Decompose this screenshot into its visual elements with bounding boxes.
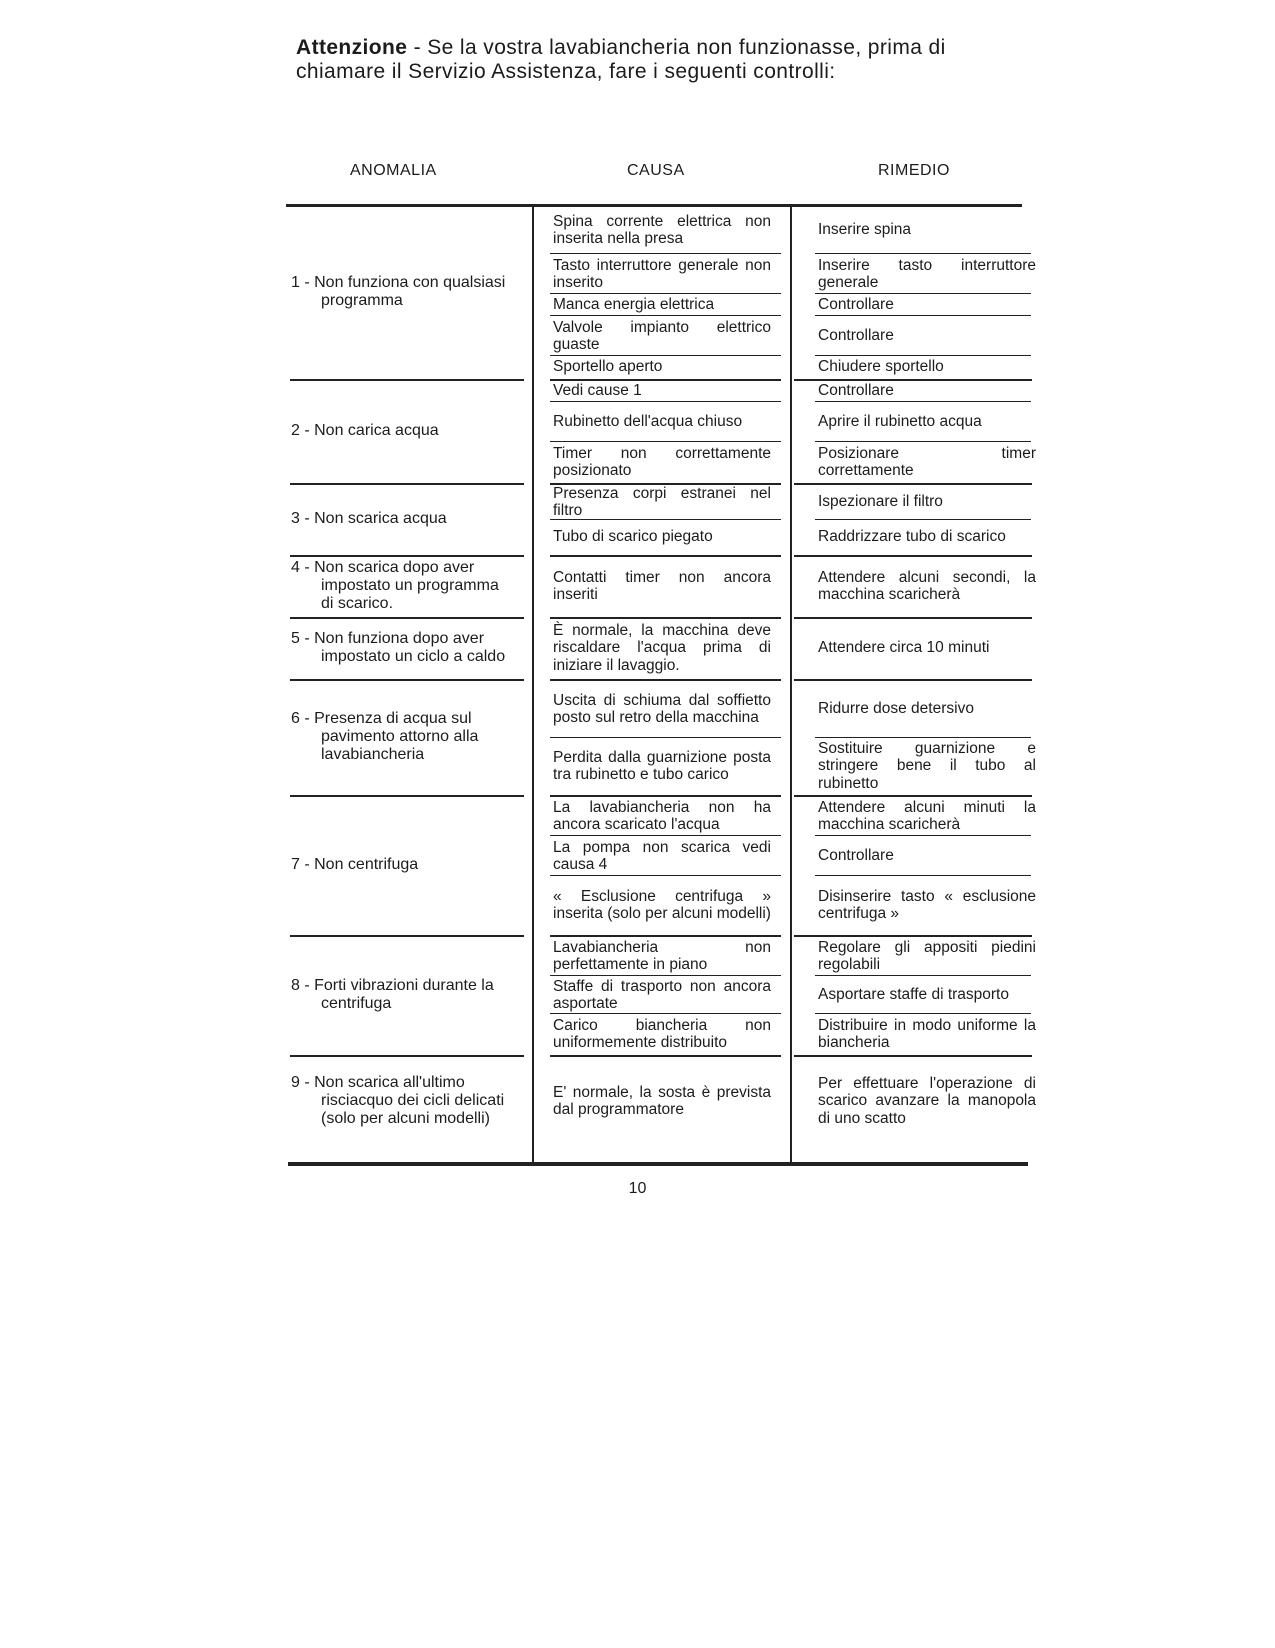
- cause-cell: [553, 316, 771, 356]
- remedy-text: Chiudere sportello: [818, 358, 944, 376]
- cause-text: Presenza corpi estranei nel filtro: [553, 484, 771, 519]
- anomaly-cell: [291, 936, 509, 1054]
- remedy-text: Asportare staffe di trasporto: [818, 986, 1009, 1004]
- cause-cell: [553, 294, 771, 316]
- anomaly-cell: [291, 1056, 509, 1146]
- remedy-cell: [818, 1056, 1036, 1146]
- cause-text: « Esclusione centrifuga » inserita (solo per alcuni modelli): [553, 887, 771, 922]
- remedy-cell: [818, 294, 1036, 316]
- anomaly-text: 7 - Non centrifuga: [291, 856, 419, 873]
- remedy-cell: [818, 380, 1036, 402]
- anomaly-text: 8 - Forti vibrazioni durante la centrifuga: [291, 977, 494, 1012]
- anomaly-text: 1 - Non funziona con qualsiasi programma: [291, 274, 506, 309]
- anomaly-cell: [291, 618, 509, 678]
- cause-cell: [553, 936, 771, 976]
- cause-cell: [553, 402, 771, 442]
- cause-text: Spina corrente elettrica non inserita nella presa: [553, 212, 771, 247]
- remedy-text: Ridurre dose detersivo: [818, 700, 974, 718]
- cause-text: Lavabiancheria non perfettamente in piano: [553, 938, 771, 973]
- cause-text: Uscita di schiuma dal soffietto posto sul retro della macchina: [553, 691, 771, 726]
- remedy-text: Raddrizzare tubo di scarico: [818, 528, 1006, 546]
- remedy-cell: [818, 484, 1036, 520]
- cause-text: Vedi cause 1: [553, 382, 642, 400]
- anomaly-cell: [291, 484, 509, 554]
- header-rimedio: RIMEDIO: [878, 162, 950, 179]
- anomaly-text: 4 - Non scarica dopo aver impostato un programma di scarico.: [291, 559, 499, 612]
- remedy-cell: [818, 520, 1036, 554]
- remedy-text: Regolare gli appositi piedini regolabili: [818, 938, 1036, 973]
- page-number: 10: [628, 1180, 647, 1197]
- cause-text: E' normale, la sosta è prevista dal programmatore: [553, 1083, 771, 1118]
- remedy-cell: [818, 936, 1036, 976]
- anomaly-text: 2 - Non carica acqua: [291, 422, 439, 439]
- cause-text: Tubo di scarico piegato: [553, 528, 713, 546]
- remedy-text: Per effettuare l'operazione di scarico avanzare la manopola di uno scatto: [818, 1074, 1036, 1127]
- remedy-text: Ispezionare il filtro: [818, 493, 943, 511]
- anomaly-text: 6 - Presenza di acqua sul pavimento attorno alla lavabiancheria: [291, 710, 479, 763]
- cause-cell: [553, 738, 771, 794]
- remedy-cell: [818, 442, 1036, 482]
- cause-text: È normale, la macchina deve riscaldare l'acqua prima di iniziare il lavaggio.: [553, 621, 771, 674]
- remedy-text: Controllare: [818, 847, 894, 865]
- remedy-text: Aprire il rubinetto acqua: [818, 413, 982, 431]
- remedy-text: Inserire spina: [818, 221, 912, 239]
- remedy-cell: [818, 976, 1036, 1014]
- remedy-cell: [818, 254, 1036, 294]
- remedy-text: Sostituire guarnizione e stringere bene il tubo al rubinetto: [818, 739, 1036, 792]
- anomaly-cell: [291, 796, 509, 934]
- intro-lead: Attenzione: [296, 36, 408, 59]
- cause-cell: [553, 380, 771, 402]
- remedy-text: Attendere alcuni secondi, la macchina scaricherà: [818, 568, 1036, 603]
- remedy-text: Posizionare timer correttamente: [818, 444, 1036, 479]
- cause-cell: [553, 796, 771, 836]
- cause-cell: [553, 356, 771, 378]
- intro-paragraph: [296, 36, 1016, 84]
- anomaly-text: 3 - Non scarica acqua: [291, 510, 447, 527]
- remedy-cell: [818, 796, 1036, 836]
- cause-cell: [553, 254, 771, 294]
- remedy-cell: [818, 556, 1036, 616]
- remedy-cell: [818, 356, 1036, 378]
- column-rule-left: [532, 206, 534, 1164]
- cause-cell: [553, 876, 771, 934]
- cause-cell: [553, 1056, 771, 1146]
- cause-text: Valvole impianto elettrico guaste: [553, 318, 771, 353]
- cause-cell: [553, 484, 771, 520]
- remedy-cell: [818, 402, 1036, 442]
- cause-text: Contatti timer non ancora inseriti: [553, 568, 771, 603]
- remedy-text: Controllare: [818, 327, 894, 345]
- anomaly-cell: [291, 206, 509, 378]
- remedy-cell: [818, 738, 1036, 794]
- anomaly-cell: [291, 680, 509, 794]
- cause-cell: [553, 680, 771, 738]
- cause-text: Sportello aperto: [553, 358, 663, 376]
- cause-cell: [553, 618, 771, 678]
- column-rule-right: [790, 206, 792, 1164]
- remedy-text: Controllare: [818, 382, 894, 400]
- remedy-text: Inserire tasto interruttore generale: [818, 256, 1036, 291]
- cause-text: Timer non correttamente posizionato: [553, 444, 771, 479]
- cause-text: Tasto interruttore generale non inserito: [553, 256, 771, 291]
- header-causa: CAUSA: [627, 162, 685, 179]
- cause-cell: [553, 556, 771, 616]
- remedy-cell: [818, 876, 1036, 934]
- cause-text: Perdita dalla guarnizione posta tra rubinetto e tubo carico: [553, 748, 771, 783]
- anomaly-text: 9 - Non scarica all'ultimo risciacquo dei cicli delicati (solo per alcuni modelli): [291, 1074, 505, 1127]
- header-anomalia: ANOMALIA: [350, 162, 437, 179]
- remedy-text: Distribuire in modo uniforme la biancheria: [818, 1016, 1036, 1051]
- remedy-text: Disinserire tasto « esclusione centrifuga »: [818, 887, 1036, 922]
- remedy-cell: [818, 206, 1036, 254]
- cause-cell: [553, 836, 771, 876]
- remedy-cell: [818, 680, 1036, 738]
- cause-text: Rubinetto dell'acqua chiuso: [553, 413, 743, 431]
- remedy-text: Attendere circa 10 minuti: [818, 639, 990, 657]
- remedy-cell: [818, 618, 1036, 678]
- remedy-cell: [818, 836, 1036, 876]
- cause-text: Manca energia elettrica: [553, 296, 715, 314]
- cause-cell: [553, 1014, 771, 1054]
- intro-text: - Se la vostra lavabiancheria non funzionasse, prima di chiamare il Servizio Assistenza, fare i seguenti controlli:: [296, 36, 946, 83]
- remedy-text: Attendere alcuni minuti la macchina scaricherà: [818, 798, 1036, 833]
- table-bottom-rule: [288, 1162, 1028, 1166]
- cause-cell: [553, 442, 771, 482]
- remedy-cell: [818, 1014, 1036, 1054]
- remedy-cell: [818, 316, 1036, 356]
- cause-text: Staffe di trasporto non ancora asportate: [553, 977, 771, 1012]
- cause-text: La lavabiancheria non ha ancora scaricato l'acqua: [553, 798, 771, 833]
- cause-text: La pompa non scarica vedi causa 4: [553, 838, 771, 873]
- anomaly-cell: [291, 380, 509, 482]
- cause-text: Carico biancheria non uniformemente distribuito: [553, 1016, 771, 1051]
- cause-cell: [553, 206, 771, 254]
- cause-cell: [553, 976, 771, 1014]
- cause-cell: [553, 520, 771, 554]
- anomaly-text: 5 - Non funziona dopo aver impostato un ciclo a caldo: [291, 630, 506, 665]
- remedy-text: Controllare: [818, 296, 894, 314]
- anomaly-cell: [291, 556, 509, 616]
